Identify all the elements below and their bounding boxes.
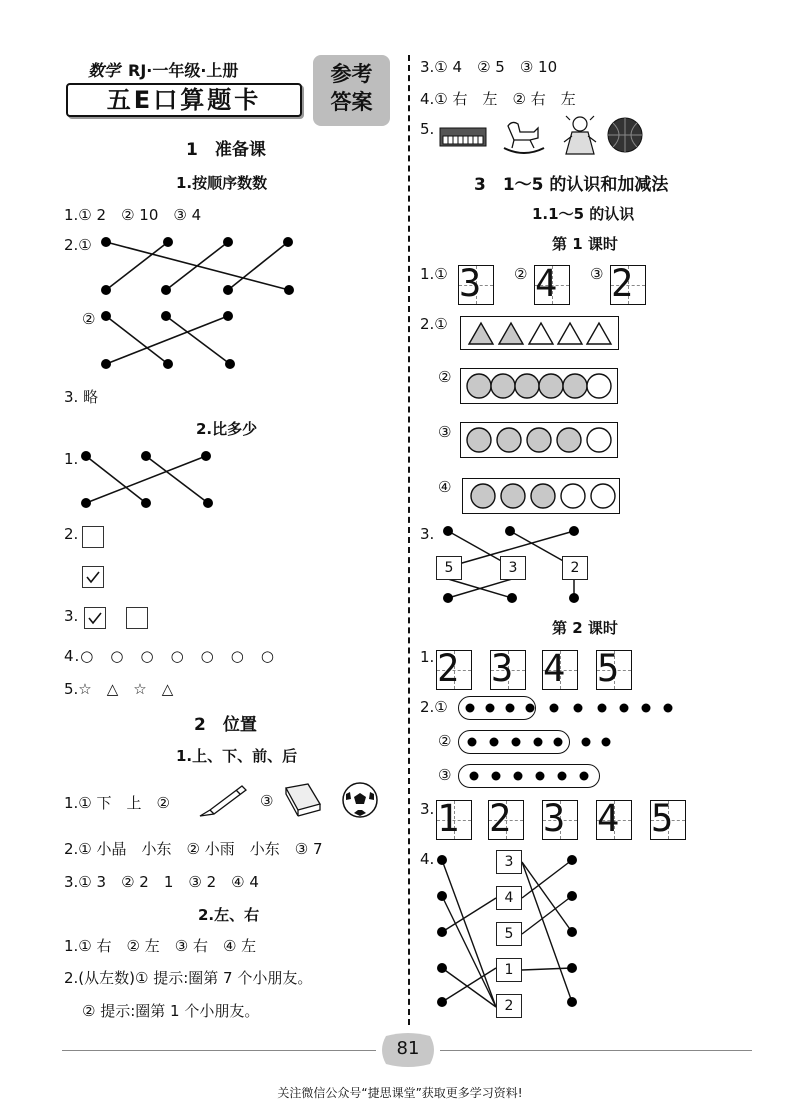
digit-box [436,797,472,840]
book-icon [280,780,324,820]
digit: 1 [437,797,460,840]
number-box: 5 [496,922,522,946]
l2-q2-3: ③ [438,766,452,784]
dot [223,237,233,247]
section-2-title: 2 位置 [194,715,257,735]
digit-box [436,647,472,690]
lesson-2-title: 第 2 课时 [552,619,618,637]
dot [141,451,151,461]
dot [223,311,233,321]
check-icon [85,608,105,628]
s2-q3: 3.① 3 ② 2 1 ③ 2 ④ 4 [64,873,259,891]
digit-box [610,262,646,305]
dot-row [456,696,676,722]
number-box: 1 [496,958,522,982]
number-box: 3 [500,556,526,580]
l1-q2-4: ④ [438,478,452,496]
l1-q3: 3. [420,525,435,543]
digit: 3 [543,797,566,840]
dot [161,311,171,321]
dot-row [456,730,626,756]
number-box: 5 [436,556,462,580]
digit-box [596,797,632,840]
dot [163,237,173,247]
digit: 2 [437,647,460,690]
section-2-sub1: 1.上、下、前、后 [176,747,298,765]
s1-q1: 1.① 2 ② 10 ③ 4 [64,206,202,224]
answer-badge-line2: 答案 [330,90,373,114]
s1b-q2: 2. [64,525,79,543]
dot [203,498,213,508]
dot [81,451,91,461]
s1-q2: 2.① [64,236,92,254]
subject-label: 数学 [88,61,121,80]
number-box: 2 [496,994,522,1018]
s2b-q2: 2.(从左数)① 提示:圈第 7 个小朋友。 [64,969,313,987]
s1b-q1: 1. [64,450,79,468]
dot [101,359,111,369]
rocking-horse-icon [500,116,548,158]
checked-box [84,607,106,629]
dot [284,285,294,295]
soccer-ball-icon [340,780,380,820]
grade-label: RJ·一年级·上册 [128,61,239,80]
digit: 5 [597,647,620,690]
digit: 4 [535,262,558,305]
s2b-q1: 1.① 右 ② 左 ③ 右 ④ 左 [64,937,257,955]
section-3-title: 3 1～5 的认识和加减法 [474,175,669,195]
section-3-sub1: 1.1～5 的认识 [532,205,635,223]
lesson-1-title: 第 1 课时 [552,235,618,253]
dot-row [456,764,606,790]
dot [225,359,235,369]
s1b-q5: 5.☆ △ ☆ △ [64,680,174,698]
digit: 2 [489,797,512,840]
l1-q2: 2.① [420,315,448,333]
dot [161,285,171,295]
l2-q2-2: ② [438,732,452,750]
s1b-q4: 4.○ ○ ○ ○ ○ ○ ○ [64,647,275,665]
digit-box [490,647,526,690]
dot [163,359,173,369]
number-box: 4 [496,886,522,910]
digit: 3 [459,262,482,305]
l2-q1: 1. [420,648,435,666]
s1b-q3: 3. [64,607,79,625]
footer-rule-right [440,1050,752,1051]
page-number: 81 [396,1038,420,1059]
r-q4: 4.① 右 左 ② 右 左 [420,90,576,108]
circle-row [460,422,618,458]
s2-q2: 2.① 小晶 小东 ② 小雨 小东 ③ 7 [64,840,323,858]
digit: 4 [543,647,566,690]
pen-icon [196,780,248,820]
l1-q1: 1.① [420,265,448,283]
s2-q1a: 1.① 下 上 ② [64,794,170,812]
dot [101,237,111,247]
digit: 4 [597,797,620,840]
digit: 2 [611,262,634,305]
l2-q4: 4. [420,850,435,868]
digit-box [534,262,570,305]
basketball-icon [606,116,644,154]
answer-badge-line1: 参考 [330,62,373,86]
dot [141,498,151,508]
triangle-row [460,316,619,350]
section-1-sub1: 1.按顺序数数 [176,174,268,192]
l2-q3: 3. [420,800,435,818]
digit: 3 [491,647,514,690]
empty-checkbox [82,526,104,548]
s2b-q2b: ② 提示:圈第 1 个小朋友。 [82,1002,260,1020]
l1-q1-2: ② [514,265,528,283]
dot [101,285,111,295]
number-box: 2 [562,556,588,580]
digit: 5 [651,797,674,840]
section-1-title: 1 准备课 [186,140,266,160]
digit-box [488,797,524,840]
r-q3: 3.① 4 ② 5 ③ 10 [420,58,558,76]
r-q5: 5. [420,120,435,138]
empty-checkbox [126,607,148,629]
s1-q2-match-lines [0,0,410,560]
l1-q2-3: ③ [438,423,452,441]
number-box: 3 [496,850,522,874]
footer-rule-left [62,1050,376,1051]
check-icon [83,567,103,587]
keyboard-icon [438,122,488,152]
digit-box [650,797,686,840]
digit-box [458,262,494,305]
s1-q2b: ② [82,310,96,328]
footer-note: 关注微信公众号“捷思课堂”获取更多学习资料! [277,1086,523,1100]
checked-box [82,566,104,588]
section-1-sub2: 2.比多少 [196,420,258,438]
l1-q2-2: ② [438,368,452,386]
digit-box [542,797,578,840]
l1-q1-3: ③ [590,265,604,283]
dot [223,285,233,295]
dot [201,451,211,461]
dot [283,237,293,247]
l2-q2: 2.① [420,698,448,716]
digit-box [542,647,578,690]
section-2-sub2: 2.左、右 [198,906,260,924]
s2-q1b: ③ [260,792,274,810]
s1-q3: 3. 略 [64,388,99,406]
dot [81,498,91,508]
circle-row [462,478,620,514]
digit-box [596,647,632,690]
dot [101,311,111,321]
doll-icon [560,114,600,160]
circle-row [460,368,618,404]
book-title: 五E口算题卡 [66,83,302,117]
